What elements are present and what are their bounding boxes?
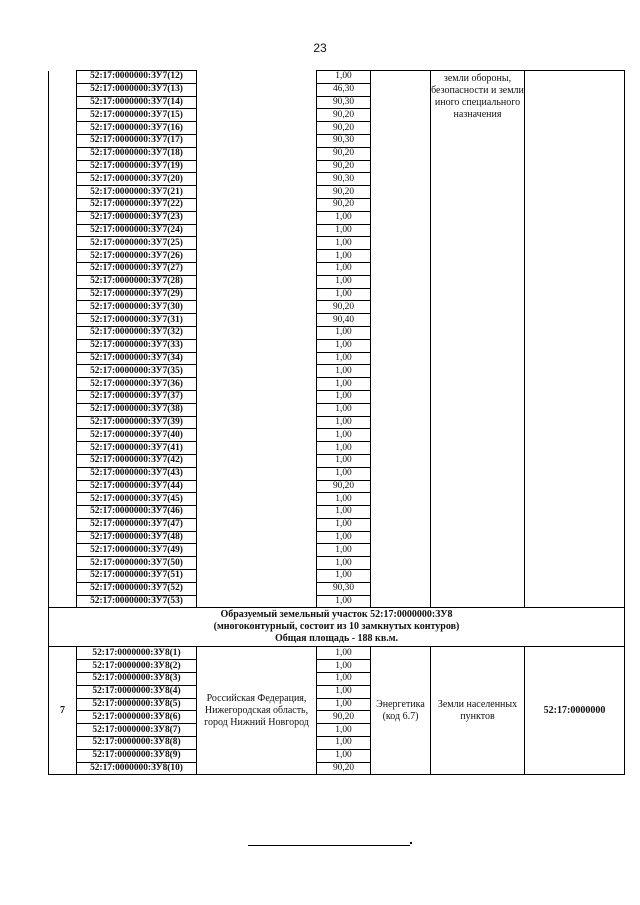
address-cell: [197, 275, 317, 288]
contour-code: 52:17:0000000:ЗУ8(9): [77, 749, 197, 762]
contour-code: 52:17:0000000:ЗУ7(42): [77, 454, 197, 467]
contour-code: 52:17:0000000:ЗУ7(20): [77, 173, 197, 186]
contour-area: 1,00: [317, 352, 371, 365]
address-cell: [197, 352, 317, 365]
contour-code: 52:17:0000000:ЗУ7(23): [77, 211, 197, 224]
contour-code: 52:17:0000000:ЗУ7(19): [77, 160, 197, 173]
contour-code: 52:17:0000000:ЗУ7(53): [77, 595, 197, 608]
contour-area: 90,20: [317, 198, 371, 211]
contour-code: 52:17:0000000:ЗУ7(17): [77, 134, 197, 147]
row-number-cell: [49, 262, 77, 275]
contour-area: 1,00: [317, 749, 371, 762]
address-cell: [197, 262, 317, 275]
contour-code: 52:17:0000000:ЗУ7(30): [77, 301, 197, 314]
contour-area: 90,20: [317, 122, 371, 135]
address-cell: [197, 109, 317, 122]
contour-area: 1,00: [317, 685, 371, 698]
row-number-cell: [49, 288, 77, 301]
contour-area: 90,20: [317, 711, 371, 724]
zu8-heading-total-area: Общая площадь - 188 кв.м.: [274, 633, 399, 645]
contour-code: 52:17:0000000:ЗУ7(40): [77, 429, 197, 442]
contour-code: 52:17:0000000:ЗУ7(16): [77, 122, 197, 135]
contour-code: 52:17:0000000:ЗУ7(43): [77, 467, 197, 480]
row-number-cell: [49, 224, 77, 237]
address-cell: [197, 416, 317, 429]
land-category: земли обороны, безопасности и земли иного специального назначения: [431, 71, 525, 608]
address-cell: [197, 454, 317, 467]
contour-area: 1,00: [317, 518, 371, 531]
contour-area: 1,00: [317, 647, 371, 660]
row-number-cell: [49, 237, 77, 250]
address-cell: [197, 378, 317, 391]
permitted-use: Энергетика (код 6.7): [371, 647, 431, 775]
contour-area: 1,00: [317, 467, 371, 480]
row-number-cell: [49, 339, 77, 352]
address-cell: [197, 467, 317, 480]
contour-code: 52:17:0000000:ЗУ7(31): [77, 314, 197, 327]
row-number-cell: [49, 365, 77, 378]
contour-area: 90,20: [317, 301, 371, 314]
row-number-cell: [49, 595, 77, 608]
row-number-cell: [49, 122, 77, 135]
row-number-cell: [49, 442, 77, 455]
row-number-cell: [49, 480, 77, 493]
zu7-contours: [49, 71, 625, 608]
address-cell: [197, 134, 317, 147]
contour-code: 52:17:0000000:ЗУ8(2): [77, 660, 197, 673]
contour-area: 46,30: [317, 83, 371, 96]
zu8-heading-title: Образуемый земельный участок 52:17:0000000:ЗУ8: [220, 609, 453, 621]
footer-dot: [410, 842, 412, 844]
contour-code: 52:17:0000000:ЗУ7(49): [77, 544, 197, 557]
address-cell: [197, 339, 317, 352]
address-cell: [197, 544, 317, 557]
contour-area: 90,30: [317, 173, 371, 186]
contour-code: 52:17:0000000:ЗУ7(46): [77, 506, 197, 519]
row-number-cell: [49, 582, 77, 595]
address-cell: [197, 429, 317, 442]
contour-code: 52:17:0000000:ЗУ7(52): [77, 582, 197, 595]
contour-code: 52:17:0000000:ЗУ7(35): [77, 365, 197, 378]
contour-code: 52:17:0000000:ЗУ8(5): [77, 698, 197, 711]
row-number-cell: [49, 518, 77, 531]
contour-area: 90,20: [317, 147, 371, 160]
contour-code: 52:17:0000000:ЗУ8(10): [77, 762, 197, 775]
contour-code: 52:17:0000000:ЗУ7(50): [77, 557, 197, 570]
contour-code: 52:17:0000000:ЗУ7(34): [77, 352, 197, 365]
contour-code: 52:17:0000000:ЗУ7(14): [77, 96, 197, 109]
contour-code: 52:17:0000000:ЗУ7(18): [77, 147, 197, 160]
row-number-cell: [49, 454, 77, 467]
table-row: [49, 647, 625, 660]
contour-area: 1,00: [317, 403, 371, 416]
row-number-cell: [49, 160, 77, 173]
row-number-cell: [49, 96, 77, 109]
address-cell: [197, 301, 317, 314]
row-number-cell: [49, 83, 77, 96]
row-number-cell: [49, 506, 77, 519]
address-cell: [197, 442, 317, 455]
zu8-heading: [49, 608, 625, 647]
row-number: 7: [49, 647, 77, 775]
contour-area: 1,00: [317, 390, 371, 403]
contour-area: 1,00: [317, 493, 371, 506]
row-number-cell: [49, 493, 77, 506]
contour-area: 1,00: [317, 737, 371, 750]
contour-area: 1,00: [317, 339, 371, 352]
cadastral-quarter-cell: [525, 71, 625, 608]
contour-area: 1,00: [317, 557, 371, 570]
row-number-cell: [49, 544, 77, 557]
contour-code: 52:17:0000000:ЗУ7(51): [77, 570, 197, 583]
address-cell: [197, 83, 317, 96]
row-number-cell: [49, 557, 77, 570]
contour-area: 1,00: [317, 570, 371, 583]
address-cell: [197, 531, 317, 544]
address-cell: [197, 365, 317, 378]
contour-code: 52:17:0000000:ЗУ8(4): [77, 685, 197, 698]
contour-area: 1,00: [317, 71, 371, 84]
address-cell: [197, 403, 317, 416]
contour-code: 52:17:0000000:ЗУ8(1): [77, 647, 197, 660]
contour-area: 90,20: [317, 109, 371, 122]
row-number-cell: [49, 198, 77, 211]
contour-area: 1,00: [317, 506, 371, 519]
row-number-cell: [49, 429, 77, 442]
contour-code: 52:17:0000000:ЗУ8(7): [77, 724, 197, 737]
contour-area: 1,00: [317, 724, 371, 737]
address-cell: [197, 71, 317, 84]
address-cell: [197, 211, 317, 224]
contour-code: 52:17:0000000:ЗУ7(27): [77, 262, 197, 275]
zu8-heading-cell: [49, 608, 625, 647]
address-cell: [197, 480, 317, 493]
contour-code: 52:17:0000000:ЗУ7(32): [77, 326, 197, 339]
contour-area: 90,30: [317, 96, 371, 109]
footer-rule: [248, 845, 410, 846]
contour-code: 52:17:0000000:ЗУ7(24): [77, 224, 197, 237]
contour-area: 1,00: [317, 698, 371, 711]
row-number-cell: [49, 134, 77, 147]
address-cell: [197, 326, 317, 339]
land-category: Земли населенных пунктов: [431, 647, 525, 775]
contour-area: 1,00: [317, 262, 371, 275]
row-number-cell: [49, 352, 77, 365]
contour-area: 1,00: [317, 211, 371, 224]
row-number-cell: [49, 173, 77, 186]
contour-area: 1,00: [317, 275, 371, 288]
contour-code: 52:17:0000000:ЗУ7(25): [77, 237, 197, 250]
cadastral-quarter: 52:17:0000000: [525, 647, 625, 775]
row-number-cell: [49, 390, 77, 403]
row-number-cell: [49, 378, 77, 391]
address-cell: [197, 390, 317, 403]
contour-code: 52:17:0000000:ЗУ7(22): [77, 198, 197, 211]
address-cell: [197, 224, 317, 237]
contour-code: 52:17:0000000:ЗУ7(15): [77, 109, 197, 122]
contour-code: 52:17:0000000:ЗУ8(3): [77, 673, 197, 686]
address-cell: [197, 506, 317, 519]
address-cell: [197, 250, 317, 263]
page-number: 23: [313, 41, 327, 55]
contour-code: 52:17:0000000:ЗУ7(45): [77, 493, 197, 506]
address: Российская Федерация, Нижегородская область, город Нижний Новгород: [197, 647, 317, 775]
contour-area: 90,20: [317, 480, 371, 493]
row-number-cell: [49, 109, 77, 122]
contour-code: 52:17:0000000:ЗУ8(6): [77, 711, 197, 724]
contour-area: 1,00: [317, 288, 371, 301]
zu8-contours: [49, 647, 625, 775]
address-cell: [197, 557, 317, 570]
row-number-cell: [49, 275, 77, 288]
contour-area: 1,00: [317, 378, 371, 391]
contour-code: 52:17:0000000:ЗУ7(26): [77, 250, 197, 263]
contour-area: 1,00: [317, 326, 371, 339]
use-cell: [371, 71, 431, 608]
row-number-cell: [49, 467, 77, 480]
contour-code: 52:17:0000000:ЗУ7(13): [77, 83, 197, 96]
land-plots-table: [48, 70, 625, 775]
contour-code: 52:17:0000000:ЗУ7(33): [77, 339, 197, 352]
row-number-cell: [49, 186, 77, 199]
contour-area: 90,30: [317, 134, 371, 147]
contour-area: 1,00: [317, 442, 371, 455]
contour-area: 90,20: [317, 762, 371, 775]
address-cell: [197, 582, 317, 595]
contour-area: 1,00: [317, 531, 371, 544]
row-number-cell: [49, 147, 77, 160]
row-number-cell: [49, 211, 77, 224]
row-number-cell: [49, 416, 77, 429]
row-number-cell: [49, 301, 77, 314]
contour-area: 1,00: [317, 250, 371, 263]
address-cell: [197, 288, 317, 301]
contour-area: 90,40: [317, 314, 371, 327]
row-number-cell: [49, 403, 77, 416]
address-cell: [197, 96, 317, 109]
row-number-cell: [49, 531, 77, 544]
contour-area: 1,00: [317, 365, 371, 378]
contour-code: 52:17:0000000:ЗУ7(39): [77, 416, 197, 429]
address-cell: [197, 122, 317, 135]
address-cell: [197, 314, 317, 327]
address-cell: [197, 570, 317, 583]
address-cell: [197, 160, 317, 173]
contour-area: 1,00: [317, 454, 371, 467]
contour-area: 1,00: [317, 660, 371, 673]
address-cell: [197, 518, 317, 531]
contour-code: 52:17:0000000:ЗУ7(21): [77, 186, 197, 199]
contour-code: 52:17:0000000:ЗУ7(36): [77, 378, 197, 391]
contour-area: 1,00: [317, 544, 371, 557]
contour-code: 52:17:0000000:ЗУ7(38): [77, 403, 197, 416]
zu8-heading-subtitle: (многоконтурный, состоит из 10 замкнутых контуров): [213, 621, 460, 633]
contour-area: 1,00: [317, 595, 371, 608]
row-number-cell: [49, 314, 77, 327]
row-number-cell: [49, 326, 77, 339]
contour-code: 52:17:0000000:ЗУ7(12): [77, 71, 197, 84]
contour-code: 52:17:0000000:ЗУ8(8): [77, 737, 197, 750]
contour-area: 1,00: [317, 673, 371, 686]
contour-area: 90,20: [317, 186, 371, 199]
address-cell: [197, 173, 317, 186]
address-cell: [197, 198, 317, 211]
contour-code: 52:17:0000000:ЗУ7(28): [77, 275, 197, 288]
address-cell: [197, 186, 317, 199]
contour-code: 52:17:0000000:ЗУ7(37): [77, 390, 197, 403]
contour-area: 1,00: [317, 416, 371, 429]
contour-area: 1,00: [317, 429, 371, 442]
contour-area: 1,00: [317, 237, 371, 250]
table-row: [49, 71, 625, 84]
contour-area: 1,00: [317, 224, 371, 237]
row-number-cell: [49, 570, 77, 583]
contour-area: 90,20: [317, 160, 371, 173]
row-number-cell: [49, 250, 77, 263]
row-number-cell: [49, 71, 77, 84]
contour-code: 52:17:0000000:ЗУ7(44): [77, 480, 197, 493]
contour-area: 90,30: [317, 582, 371, 595]
contour-code: 52:17:0000000:ЗУ7(29): [77, 288, 197, 301]
address-cell: [197, 595, 317, 608]
address-cell: [197, 147, 317, 160]
contour-code: 52:17:0000000:ЗУ7(41): [77, 442, 197, 455]
contour-code: 52:17:0000000:ЗУ7(47): [77, 518, 197, 531]
address-cell: [197, 237, 317, 250]
address-cell: [197, 493, 317, 506]
contour-code: 52:17:0000000:ЗУ7(48): [77, 531, 197, 544]
